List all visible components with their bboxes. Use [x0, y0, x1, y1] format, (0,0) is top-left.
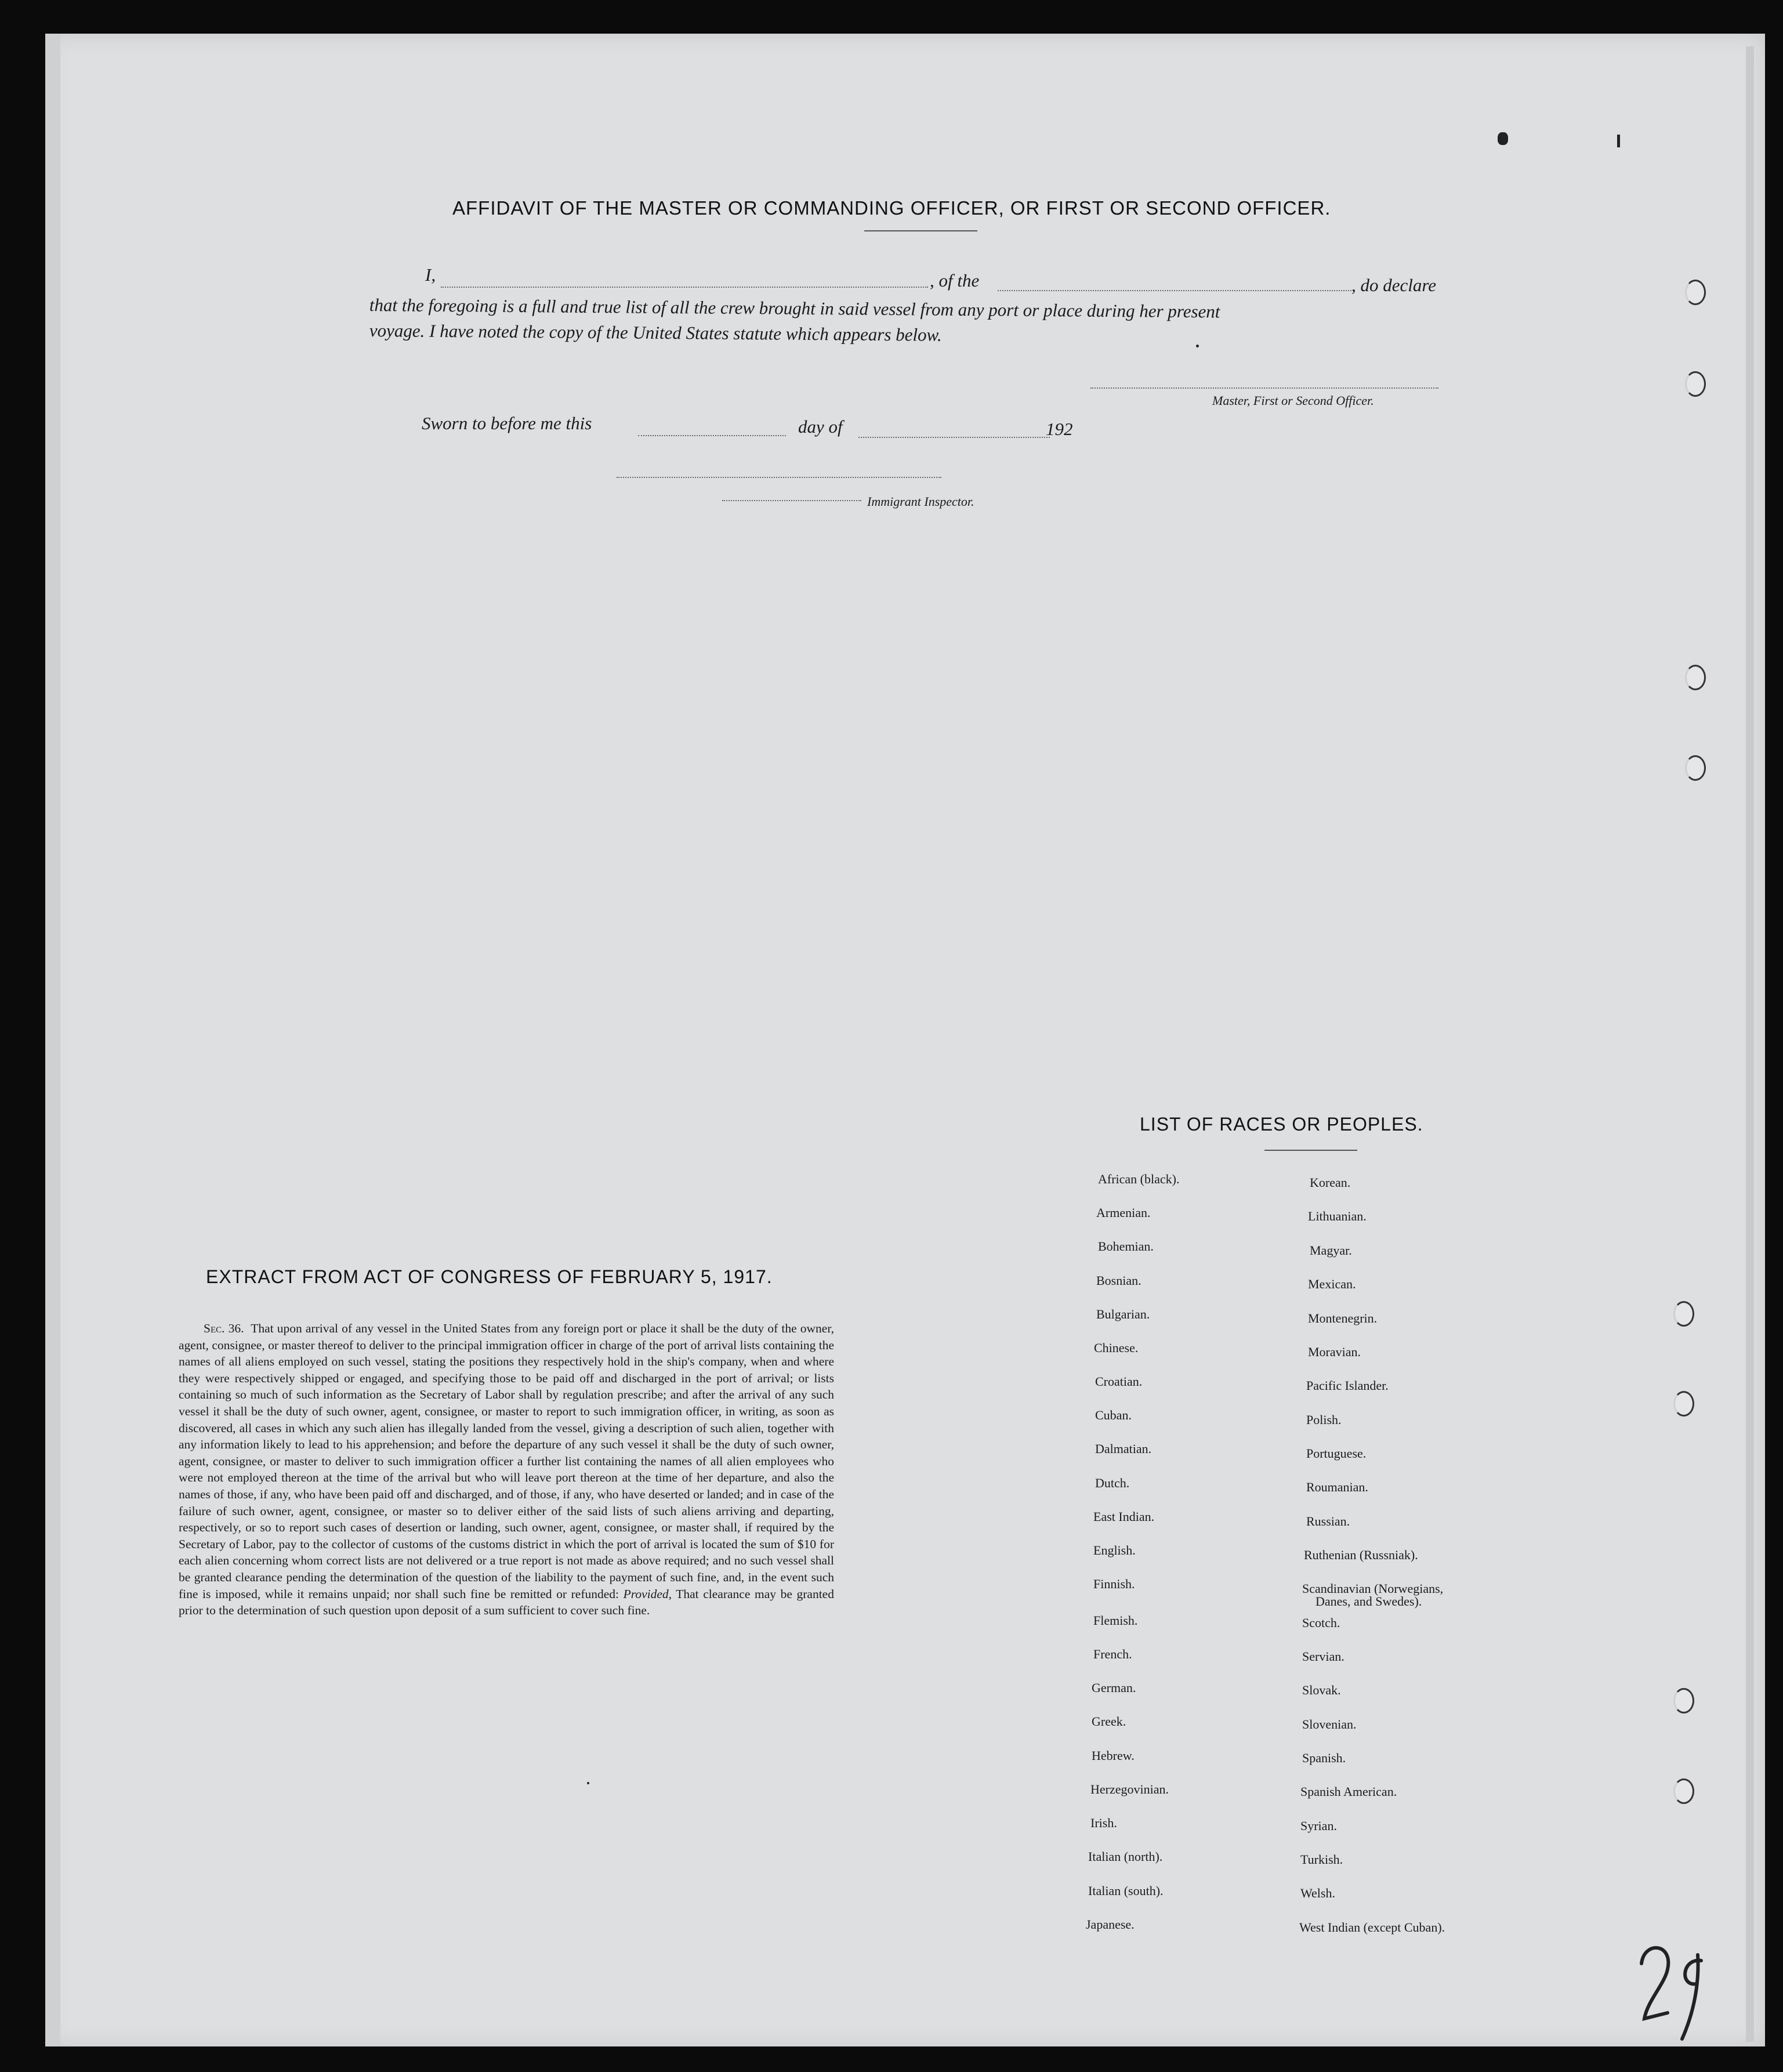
race-item: Croatian.	[1095, 1374, 1143, 1389]
binder-hole	[1685, 755, 1706, 781]
races-title-rule	[1264, 1150, 1357, 1151]
master-signature-line	[1090, 387, 1438, 389]
day-of-label: day of	[798, 416, 843, 437]
race-item: African (black).	[1098, 1172, 1180, 1186]
ink-speck	[1617, 135, 1620, 147]
vessel-blank	[998, 290, 1351, 291]
name-blank	[441, 287, 928, 288]
binder-hole	[1673, 1778, 1694, 1804]
binder-hole	[1673, 1688, 1694, 1714]
sworn-month-blank	[858, 437, 1050, 438]
race-item: Magyar.	[1310, 1243, 1352, 1258]
year-prefix: 192	[1046, 419, 1073, 439]
affidavit-body-line1: that the foregoing is a full and true list of all the crew brought in said vessel from any port or place during her present	[369, 295, 1220, 322]
race-item: Bulgarian.	[1096, 1307, 1150, 1321]
race-item: Italian (north).	[1088, 1849, 1163, 1864]
race-item: Dutch.	[1095, 1476, 1130, 1490]
race-right-continuation: Danes, and Swedes).	[1315, 1594, 1422, 1609]
race-item: Irish.	[1090, 1816, 1117, 1830]
ink-speck	[587, 1782, 589, 1784]
race-item: French.	[1093, 1647, 1132, 1661]
race-item: English.	[1093, 1543, 1136, 1557]
page-right-edge	[1746, 46, 1754, 2042]
race-item: Syrian.	[1300, 1819, 1337, 1833]
race-item: Bohemian.	[1098, 1239, 1154, 1254]
sworn-day-blank	[638, 435, 786, 436]
section-label: Sec. 36.	[204, 1321, 244, 1335]
affidavit-declare-label: , do declare	[1351, 275, 1437, 295]
race-item: Scandinavian (Norwegians,	[1302, 1581, 1444, 1596]
race-item: Slovak.	[1302, 1683, 1341, 1697]
race-item: Flemish.	[1093, 1613, 1138, 1628]
affidavit-title: AFFIDAVIT OF THE MASTER OR COMMANDING OFFICER, OR FIRST OR SECOND OFFICER.	[452, 197, 1331, 219]
inspector-caption: Immigrant Inspector.	[867, 494, 974, 509]
race-item: Lithuanian.	[1308, 1209, 1367, 1223]
binder-hole	[1673, 1391, 1694, 1417]
page-left-edge	[45, 34, 60, 2046]
race-item: Scotch.	[1302, 1615, 1340, 1630]
race-item: East Indian.	[1093, 1509, 1155, 1524]
race-item: Pacific Islander.	[1306, 1378, 1389, 1393]
race-item: Polish.	[1306, 1412, 1342, 1427]
race-item: Slovenian.	[1302, 1717, 1357, 1732]
race-item: Korean.	[1310, 1175, 1351, 1190]
inspector-signature-line-2	[722, 500, 861, 501]
binder-hole	[1685, 665, 1706, 690]
races-title: LIST OF RACES OR PEOPLES.	[1140, 1114, 1423, 1135]
race-item: Armenian.	[1096, 1205, 1151, 1220]
race-item: Japanese.	[1086, 1917, 1135, 1932]
race-item: Turkish.	[1300, 1852, 1343, 1867]
race-item: Welsh.	[1300, 1886, 1335, 1900]
affidavit-body-line2: voyage. I have noted the copy of the United States statute which appears below.	[369, 320, 942, 345]
affidavit-i-label: I,	[425, 265, 436, 285]
race-item: Spanish.	[1302, 1751, 1346, 1765]
race-item: Chinese.	[1094, 1341, 1139, 1355]
race-item: Bosnian.	[1096, 1273, 1141, 1288]
race-item: Herzegovinian.	[1090, 1782, 1169, 1796]
master-caption: Master, First or Second Officer.	[1212, 393, 1374, 408]
handwritten-page-number	[1633, 1937, 1708, 2048]
section-text-part1: That upon arrival of any vessel in the United States from any foreign port or place it shall be the duty of the owner, agent, consignee, or master thereof to deliver to the principal immigration officer in charge of the port of arrival lists containing the names of all aliens employed on such vessel, stating the positions they respectively hold in the ship's company, when and where they were respectively shipped or engaged, and specifying those to be paid off and discharged in the port of arrival; or lists containing so much of such information as the Secretary of Labor shall by regulation prescribe; and after the arrival of any such vessel it shall be the duty of such owner, agent, consignee, or master to report to such immigration officer, in writing, as soon as discovered, all cases in which any such alien has illegally landed from the vessel, giving a description of such alien, together with any information likely to lead to his apprehension; and before the departure of any such vessel it shall be the duty of such owner, agent, consignee, or master to deliver to such immigration officer a further list containing the names of all alien employees who were not employed thereon at the time of the arrival but who will leave port thereon at the time of her departure, and also the names of those, if any, who have been paid off and discharged, and of those, if any, who have deserted or landed; and in case of the failure of such owner, agent, consignee, or master so to deliver either of the said lists of such aliens arriving and departing, respectively, or so to report such cases of desertion or landing, such owner, agent, consignee, or master shall, if required by the Secretary of Labor, pay to the collector of customs of the customs district in which the port of arrival is located the sum of $10 for each alien concerning whom correct lists are not delivered or a true report is not made as above required; and no such vessel shall be granted clearance pending the determination of the question of the liability to the payment of such fine, and, in the event such fine is imposed, while it remains unpaid; nor shall such fine be remitted or refunded:	[179, 1321, 834, 1601]
race-item: Servian.	[1302, 1649, 1345, 1664]
ink-speck	[1498, 132, 1508, 145]
affidavit-of-the-label: , of the	[930, 270, 980, 291]
race-item: Ruthenian (Russniak).	[1304, 1548, 1418, 1562]
extract-section-text	[179, 1320, 834, 1619]
binder-hole	[1685, 280, 1706, 305]
binder-hole	[1673, 1301, 1694, 1327]
provided-word: Provided,	[623, 1586, 672, 1601]
extract-title: EXTRACT FROM ACT OF CONGRESS OF FEBRUARY 5, 1917.	[206, 1266, 773, 1287]
race-item: Italian (south).	[1088, 1883, 1164, 1898]
race-item: Roumanian.	[1306, 1480, 1368, 1494]
binder-hole	[1685, 371, 1706, 397]
race-item: Spanish American.	[1300, 1784, 1397, 1799]
race-item: Portuguese.	[1306, 1446, 1367, 1461]
race-item: Moravian.	[1308, 1345, 1361, 1359]
race-item: Mexican.	[1308, 1277, 1356, 1291]
race-item: Finnish.	[1093, 1577, 1135, 1591]
race-item: Montenegrin.	[1308, 1311, 1378, 1325]
sworn-label: Sworn to before me this	[422, 413, 592, 433]
race-item: Russian.	[1306, 1514, 1350, 1528]
race-item: Hebrew.	[1092, 1748, 1135, 1763]
race-item: West Indian (except Cuban).	[1299, 1920, 1445, 1935]
section-text-part2: That clearance may be granted prior to the determination of such question upon deposit of a sum sufficient to cover such fine.	[179, 1586, 834, 1618]
race-item: Cuban.	[1095, 1408, 1132, 1422]
affidavit-title-rule	[864, 230, 977, 231]
race-item: Dalmatian.	[1095, 1441, 1152, 1456]
inspector-signature-line-1	[617, 477, 941, 478]
ink-speck	[1196, 345, 1199, 347]
race-item: Greek.	[1092, 1714, 1126, 1729]
race-item: German.	[1092, 1680, 1136, 1695]
